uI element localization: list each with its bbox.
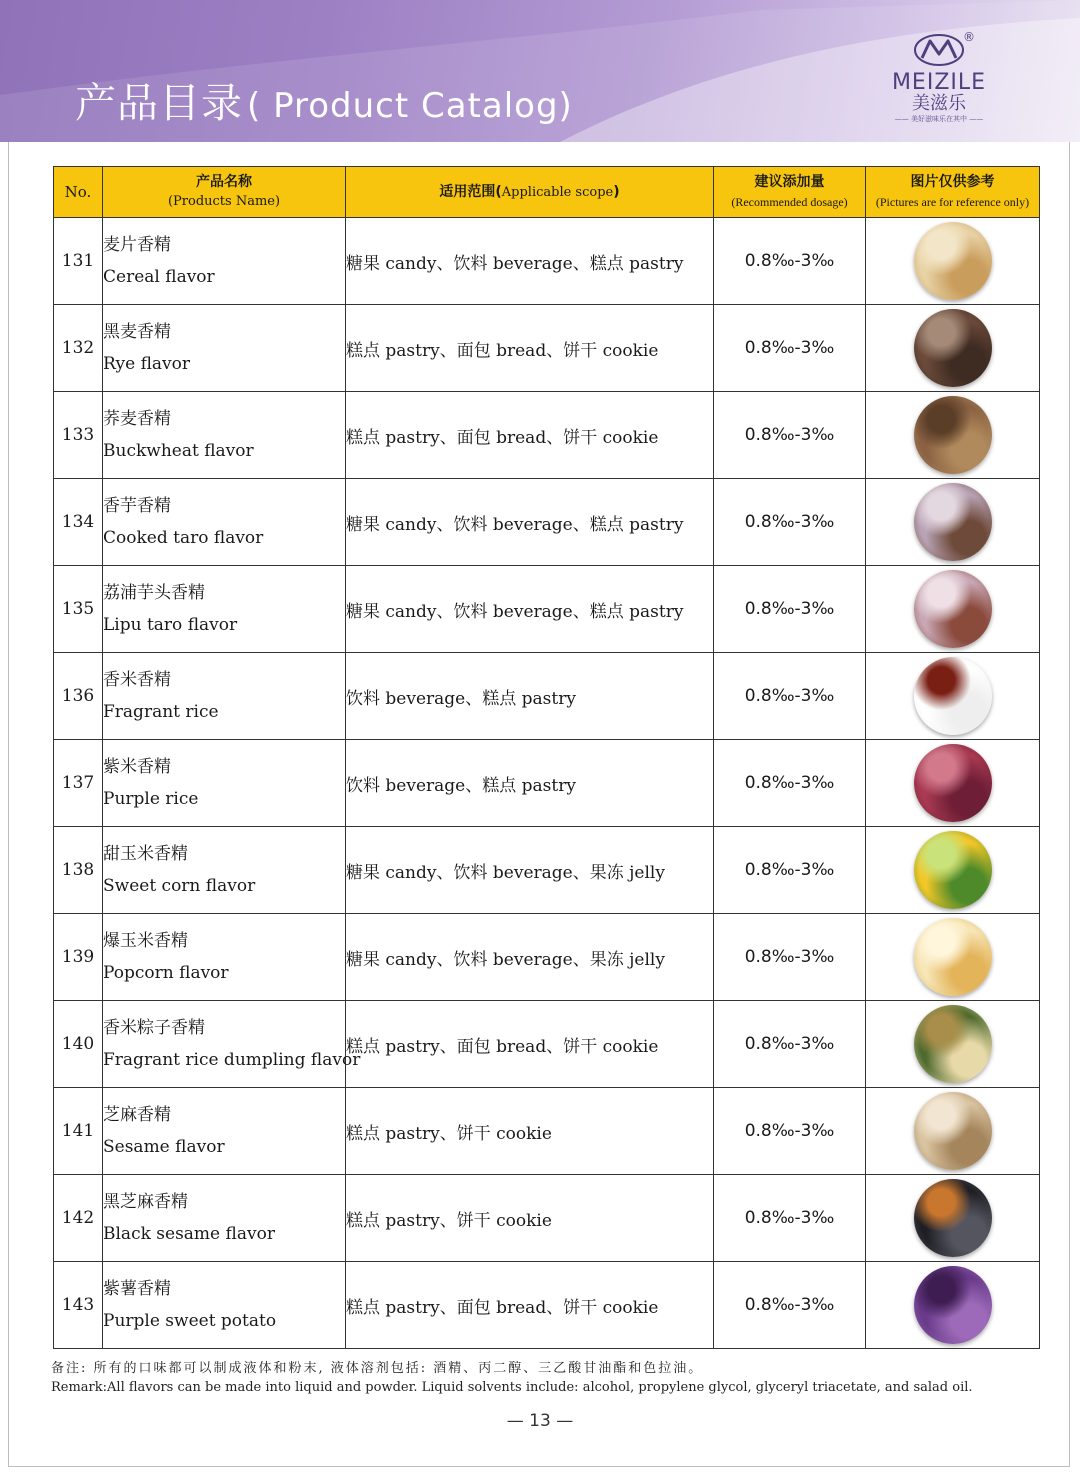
sweet-corn-image (914, 831, 992, 909)
lipu-taro-image (914, 570, 992, 648)
product-name-cell (103, 1175, 346, 1262)
product-number: 134 (54, 479, 103, 566)
sesame-image (914, 1092, 992, 1170)
product-name-cn: 荔浦芋头香精 (103, 583, 205, 603)
product-name-cn: 爆玉米香精 (103, 931, 188, 951)
applicable-scope: 糕点 pastry、面包 bread、饼干 cookie (346, 305, 714, 392)
applicable-scope: 饮料 beverage、糕点 pastry (346, 740, 714, 827)
product-number: 131 (54, 218, 103, 305)
registered-mark: ® (963, 30, 975, 44)
header-picture-en: (Pictures are for reference only) (875, 195, 1030, 209)
product-name-cn: 芝麻香精 (103, 1105, 171, 1125)
table-row (54, 218, 1040, 305)
table-row (54, 1175, 1040, 1262)
header-product-name-en: (Products Name) (167, 194, 281, 209)
applicable-scope: 糖果 candy、饮料 beverage、糕点 pastry (346, 566, 714, 653)
product-number: 132 (54, 305, 103, 392)
applicable-scope: 糕点 pastry、面包 bread、饼干 cookie (346, 1262, 714, 1349)
taro-image (914, 483, 992, 561)
picture-cell (866, 740, 1040, 827)
picture-cell (866, 479, 1040, 566)
picture-cell (866, 1262, 1040, 1349)
product-name-cell (103, 653, 346, 740)
product-name-cn: 黑芝麻香精 (103, 1192, 188, 1212)
product-number: 138 (54, 827, 103, 914)
product-number: 136 (54, 653, 103, 740)
brand-slogan: —— 美好滋味乐在其中 —— (894, 115, 984, 123)
applicable-scope: 糕点 pastry、饼干 cookie (346, 1088, 714, 1175)
applicable-scope: 糕点 pastry、面包 bread、饼干 cookie (346, 392, 714, 479)
product-name-en: Lipu taro flavor (103, 615, 238, 635)
recommended-dosage: 0.8‰-3‰ (714, 566, 866, 653)
product-name-en: Cooked taro flavor (103, 528, 264, 548)
applicable-scope: 糖果 candy、饮料 beverage、果冻 jelly (346, 914, 714, 1001)
header-applicable-scope (346, 167, 714, 218)
product-name-en: Popcorn flavor (103, 963, 229, 983)
title-chinese: 产品目录 (75, 79, 243, 127)
product-name-cn: 黑麦香精 (103, 322, 171, 342)
picture-cell (866, 218, 1040, 305)
picture-cell (866, 392, 1040, 479)
recommended-dosage: 0.8‰-3‰ (714, 392, 866, 479)
header-recommended-dosage (714, 167, 866, 218)
recommended-dosage: 0.8‰-3‰ (714, 914, 866, 1001)
picture-cell (866, 914, 1040, 1001)
header-picture-reference (866, 167, 1040, 218)
table-row (54, 1001, 1040, 1088)
product-catalog-table (53, 166, 1040, 1349)
picture-cell (866, 653, 1040, 740)
product-name-cell (103, 566, 346, 653)
recommended-dosage: 0.8‰-3‰ (714, 1175, 866, 1262)
product-number: 142 (54, 1175, 103, 1262)
product-number: 143 (54, 1262, 103, 1349)
product-name-cn: 紫米香精 (103, 757, 171, 777)
product-name-en: Buckwheat flavor (103, 441, 254, 461)
header-no: No. (54, 167, 103, 218)
product-name-cell (103, 914, 346, 1001)
header-dosage-cn: 建议添加量 (754, 174, 825, 190)
table-header-row (54, 167, 1040, 218)
table-row (54, 305, 1040, 392)
product-name-en: Purple sweet potato (103, 1311, 277, 1331)
product-name-en: Purple rice (103, 789, 199, 809)
table-row (54, 1262, 1040, 1349)
applicable-scope: 糕点 pastry、饼干 cookie (346, 1175, 714, 1262)
header-scope-en: Applicable scope (501, 185, 614, 200)
product-name-cn: 荞麦香精 (103, 409, 171, 429)
remark-note (51, 1359, 973, 1397)
recommended-dosage: 0.8‰-3‰ (714, 1088, 866, 1175)
product-name-cn: 紫薯香精 (103, 1279, 171, 1299)
cereal-oats-image (914, 222, 992, 300)
purple-rice-image (914, 744, 992, 822)
product-number: 133 (54, 392, 103, 479)
table-row (54, 740, 1040, 827)
recommended-dosage: 0.8‰-3‰ (714, 479, 866, 566)
applicable-scope: 糖果 candy、饮料 beverage、糕点 pastry (346, 218, 714, 305)
header-banner (0, 0, 1080, 142)
product-name-cell (103, 392, 346, 479)
picture-cell (866, 1088, 1040, 1175)
product-name-cn: 香芋香精 (103, 496, 171, 516)
title-english: ( Product Catalog) (247, 86, 573, 126)
picture-cell (866, 827, 1040, 914)
product-name-en: Rye flavor (103, 354, 191, 374)
product-name-cn: 香米香精 (103, 670, 171, 690)
product-name-cn: 甜玉米香精 (103, 844, 188, 864)
remark-chinese: 备注: 所有的口味都可以制成液体和粉末, 液体溶剂包括: 酒精、丙二醇、三乙酸甘油酯和色拉油。 (51, 1361, 704, 1376)
product-name-cell (103, 479, 346, 566)
product-name-en: Cereal flavor (103, 267, 215, 287)
brand-name-english: MEIZILE (891, 70, 987, 95)
product-name-en: Fragrant rice (103, 702, 219, 722)
recommended-dosage: 0.8‰-3‰ (714, 218, 866, 305)
recommended-dosage: 0.8‰-3‰ (714, 827, 866, 914)
header-scope-close: ) (613, 184, 620, 200)
product-name-cell (103, 218, 346, 305)
logo-mark-icon (912, 32, 966, 68)
popcorn-image (914, 918, 992, 996)
recommended-dosage: 0.8‰-3‰ (714, 1001, 866, 1088)
product-number: 139 (54, 914, 103, 1001)
applicable-scope: 饮料 beverage、糕点 pastry (346, 653, 714, 740)
table-row (54, 479, 1040, 566)
product-name-cell (103, 1262, 346, 1349)
rice-dumpling-image (914, 1005, 992, 1083)
brand-logo (880, 32, 998, 142)
applicable-scope: 糖果 candy、饮料 beverage、糕点 pastry (346, 479, 714, 566)
table-row (54, 1088, 1040, 1175)
header-scope-cn: 适用范围( (439, 184, 502, 200)
product-number: 140 (54, 1001, 103, 1088)
header-picture-cn: 图片仅供参考 (910, 174, 995, 190)
product-name-en: Fragrant rice dumpling flavor (103, 1050, 361, 1070)
product-name-en: Black sesame flavor (103, 1224, 275, 1244)
page-number: — 13 — (506, 1411, 574, 1431)
product-name-cell (103, 827, 346, 914)
product-name-cn: 麦片香精 (103, 235, 171, 255)
table-row (54, 566, 1040, 653)
buckwheat-image (914, 396, 992, 474)
product-name-cn: 香米粽子香精 (103, 1018, 205, 1038)
table-row (54, 827, 1040, 914)
picture-cell (866, 305, 1040, 392)
product-name-cell (103, 740, 346, 827)
black-sesame-image (914, 1179, 992, 1257)
recommended-dosage: 0.8‰-3‰ (714, 1262, 866, 1349)
header-product-name-cn: 产品名称 (196, 174, 252, 190)
header-product-name (103, 167, 346, 218)
purple-sweet-potato-image (914, 1266, 992, 1344)
rye-grains-image (914, 309, 992, 387)
product-name-cell (103, 1088, 346, 1175)
recommended-dosage: 0.8‰-3‰ (714, 305, 866, 392)
applicable-scope: 糕点 pastry、面包 bread、饼干 cookie (346, 1001, 714, 1088)
product-number: 137 (54, 740, 103, 827)
table-row (54, 392, 1040, 479)
remark-english: Remark:All flavors can be made into liquid and powder. Liquid solvents include: alcohol, propylene glycol, glyceryl triacetate, and salad oil. (51, 1380, 973, 1395)
page-title (75, 70, 573, 129)
header-dosage-en: (Recommended dosage) (731, 195, 848, 209)
fragrant-rice-image (914, 657, 992, 735)
picture-cell (866, 566, 1040, 653)
product-number: 141 (54, 1088, 103, 1175)
brand-name-chinese: 美滋乐 (912, 93, 966, 114)
product-number: 135 (54, 566, 103, 653)
product-name-en: Sesame flavor (103, 1137, 225, 1157)
product-name-cell (103, 305, 346, 392)
applicable-scope: 糖果 candy、饮料 beverage、果冻 jelly (346, 827, 714, 914)
recommended-dosage: 0.8‰-3‰ (714, 653, 866, 740)
picture-cell (866, 1001, 1040, 1088)
recommended-dosage: 0.8‰-3‰ (714, 740, 866, 827)
product-name-en: Sweet corn flavor (103, 876, 256, 896)
table-row (54, 653, 1040, 740)
picture-cell (866, 1175, 1040, 1262)
table-row (54, 914, 1040, 1001)
product-name-cell (103, 1001, 361, 1088)
